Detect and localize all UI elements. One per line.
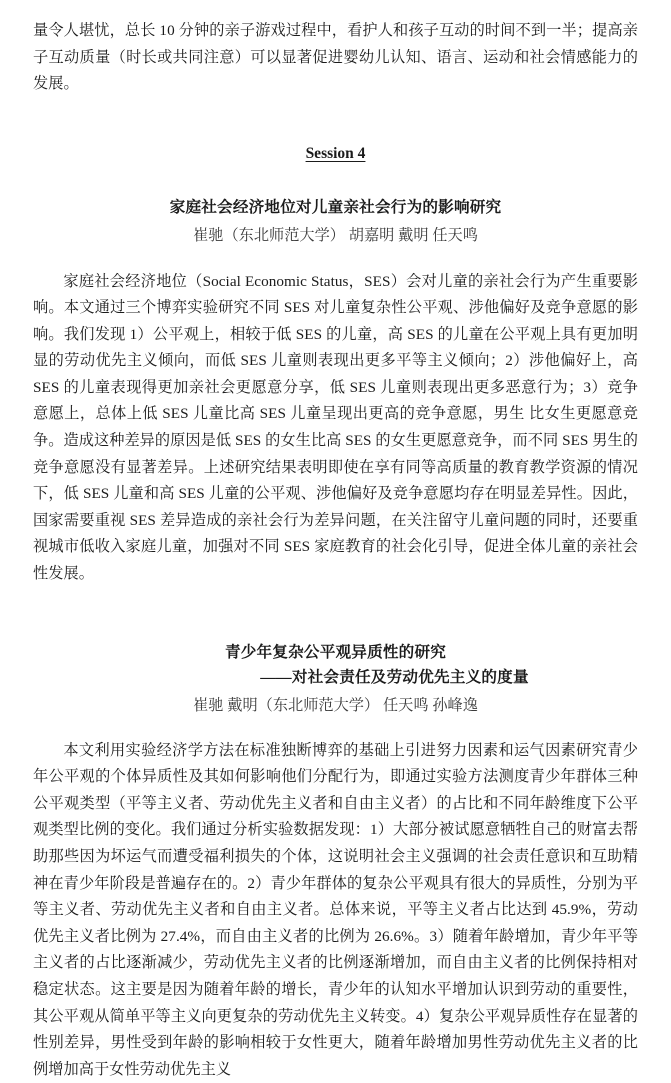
paper-title-2-subtitle: ——对社会责任及劳动优先主义的度量 bbox=[260, 668, 529, 686]
paper-title-2 bbox=[33, 640, 638, 690]
paper-entry-2 bbox=[33, 588, 638, 1083]
paper-authors-1: 崔驰（东北师范大学） 胡嘉明 戴明 任天鸣 bbox=[193, 226, 478, 244]
paper-abstract-2: 本文利用实验经济学方法在标准独断博弈的基础上引进努力因素和运气因素研究青少年公平观的个体异质性及其如何影响他们分配行为，即通过实验方法测度青少年群体三种公平观类型（平等主义者、劳动优先主义者和自由主义者）的占比和不同年龄维度下公平观类型比例的变化。我们通过分析实验数据发现：1）大部分被试愿意牺牲自己的财富去帮助那些因为坏运气而遭受福利损失的个体，这说明社会主义强调的社会责任意识和互助精神在青少年阶段是普遍存在的。2）青少年群体的复杂公平观具有很大的异质性，分别为平等主义者、劳动优先主义者和自由主义者。总体来说，平等主义者占比达到 45.9%，劳动优先主义者比例为 27.4%，而自由主义者的比例为 26.6%。3）随着年龄增加，青少年平等主义者的占比逐渐减少，劳动优先主义者的比例逐渐增加，而自由主义者的比例保持相对稳定状态。这主要是因为随着年龄的增长，青少年的认知水平增加认识到劳动的重要性，其公平观从简单平等主义向更复杂的劳动优先主义转变。4）复杂公平观异质性存在显著的性别差异，男性受到年龄的影响相较于女性更大，随着年龄增加男性劳动优先主义者的比例增加高于女性劳动优先主义 bbox=[33, 741, 638, 1078]
paper-title-1-main: 家庭社会经济地位对儿童亲社会行为的影响研究 bbox=[169, 198, 502, 216]
paper-authors-2: 崔驰 戴明（东北师范大学） 任天鸣 孙峰逸 bbox=[193, 696, 478, 714]
paper-title-1 bbox=[33, 195, 638, 220]
continuation-paragraph: 量令人堪忧，总长 10 分钟的亲子游戏过程中，看护人和孩子互动的时间不到一半；提高亲子互动质量（时长或共同注意）可以显著促进婴幼儿认知、语言、运动和社会情感能力的发展。 bbox=[33, 22, 638, 92]
paper-title-2-main: 青少年复杂公平观异质性的研究 bbox=[224, 643, 447, 661]
paper-entry-1 bbox=[33, 165, 638, 588]
paper-abstract-1: 家庭社会经济地位（Social Economic Status，SES）会对儿童的亲社会行为产生重要影响。本文通过三个博弈实验研究不同 SES 对儿童复杂性公平观、涉他偏好及竞争意愿的影响。我们发现 1）公平观上，相较于低 SES 的儿童，高 SES 的儿童在公平观上具有更加明显的劳动优先主义倾向，而低 SES 儿童则表现出更多平等主义倾向；2）涉他偏好上，高 SES 的儿童表现得更加亲社会更愿意分享，低 SES 儿童则表现出更多恶意行为；3）竞争意愿上，总体上低 SES 儿童比高 SES 儿童呈现出更高的竞争意愿，男生 比女生更愿意竞争。造成这种差异的原因是低 SES 的女生比高 SES 的女生更愿意竞争，而不同 SES 男生的竞争意愿没有显著差异。上述研究结果表明即使在享有同等高质量的教育教学资源的情况下，低 SES 儿童和高 SES 儿童的公平观、涉他偏好及竞争意愿均存在明显差异性。因此，国家需要重视 SES 差异造成的亲社会行为差异问题，在关注留守儿童问题的同时，还要重视城市低收入家庭儿童，加强对不同 SES 家庭教育的社会化引导，促进全体儿童的亲社会性发展。 bbox=[33, 272, 638, 583]
session-heading bbox=[33, 98, 638, 165]
session-heading-label: Session 4 bbox=[305, 144, 366, 162]
